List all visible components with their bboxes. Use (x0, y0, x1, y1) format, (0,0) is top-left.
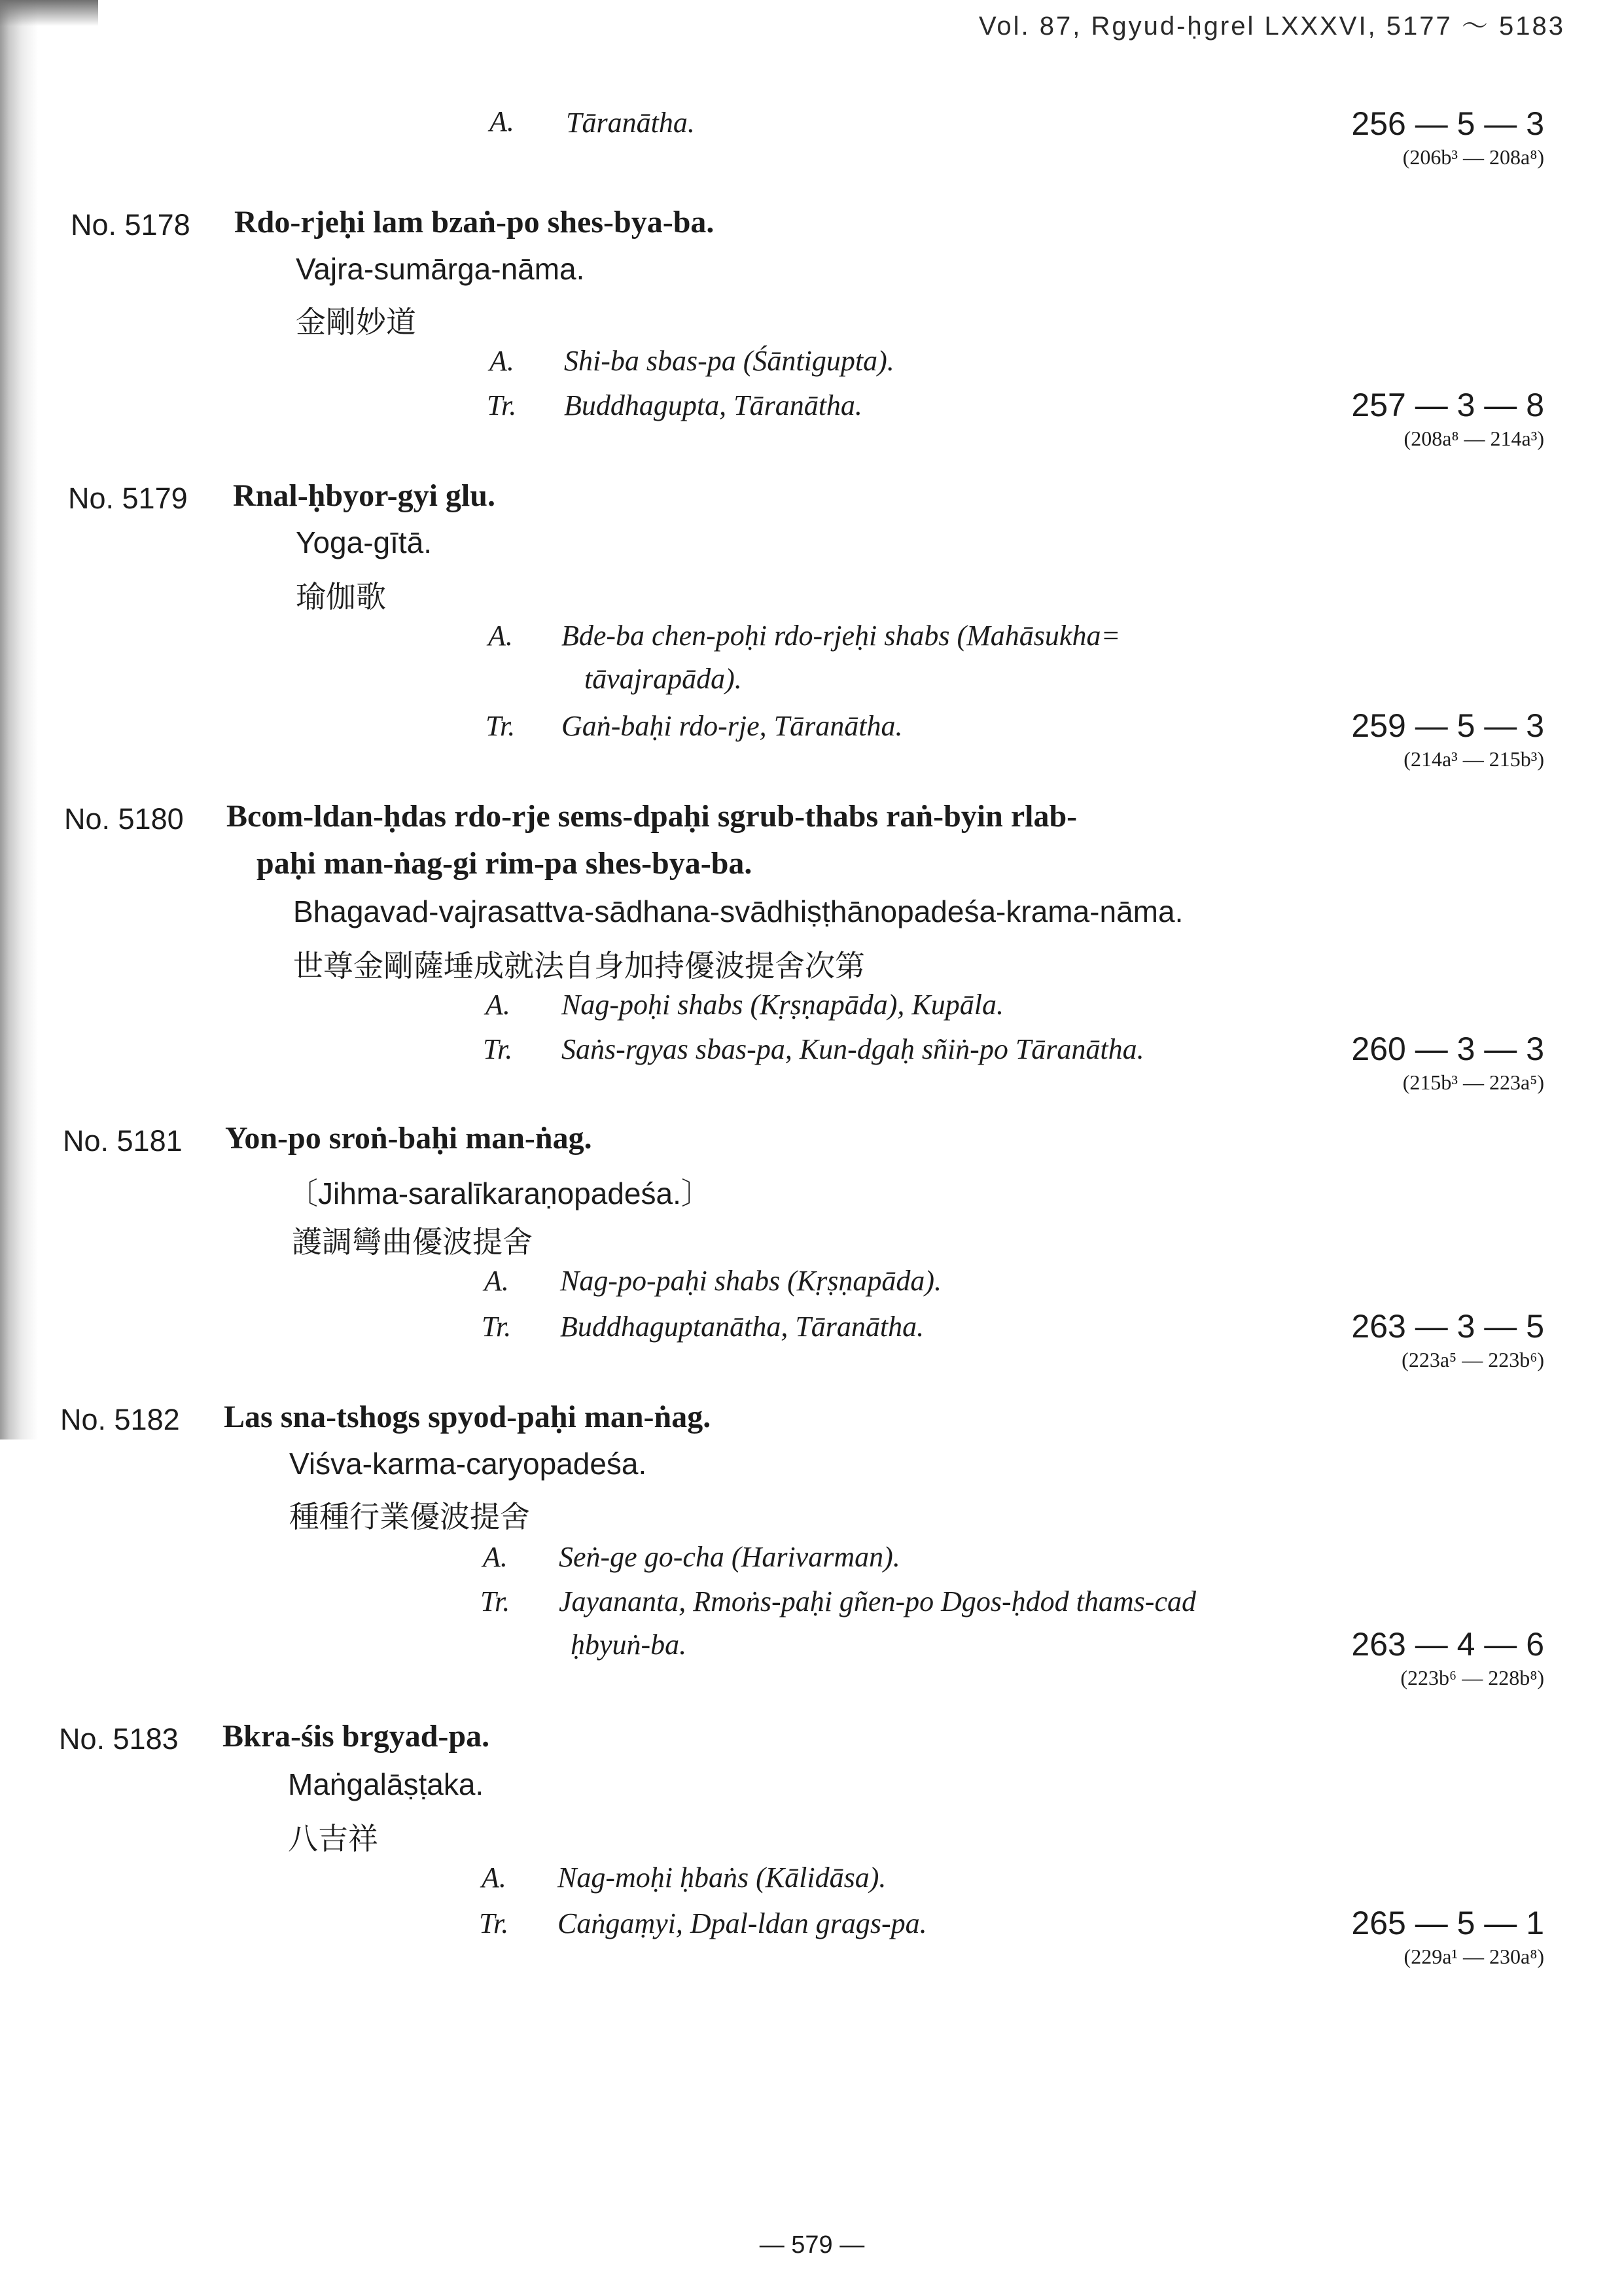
sanskrit-title: Viśva-karma-caryopadeśa. (289, 1447, 647, 1481)
location-ref: 259 — 5 — 3 (1351, 707, 1544, 744)
translator-name: Gaṅ-baḥi rdo-rje, Tāranātha. (561, 710, 903, 742)
author-tag: A. (485, 989, 510, 1021)
folio-range: (229a¹ — 230a⁸) (1403, 1945, 1544, 1968)
translator-name: Saṅs-rgyas sbas-pa, Kun-dgaḥ sñiṅ-po Tāranātha. (561, 1033, 1144, 1065)
entry-number: No. 5182 (60, 1403, 180, 1436)
author-tag: A. (484, 1265, 509, 1297)
author-tag: A. (482, 1862, 506, 1894)
translator-tag: Tr. (487, 389, 517, 421)
author-tag: A. (483, 1541, 508, 1573)
tibetan-title: Rdo-rjeḥi lam bzaṅ-po shes-bya-ba. (234, 205, 715, 239)
entry-number: No. 5181 (63, 1124, 183, 1157)
sanskrit-title: 〔Jihma-saralīkaraṇopadeśa.〕 (288, 1176, 711, 1210)
translator-tag: Tr. (482, 1311, 512, 1343)
page-edge-shadow (0, 0, 38, 1439)
author-tag: A. (488, 620, 513, 652)
author-name: Nag-moḥi ḥbaṅs (Kālidāsa). (557, 1862, 887, 1894)
folio-range: (208a⁸ — 214a³) (1403, 427, 1544, 450)
translator-name: Buddhagupta, Tāranātha. (564, 389, 862, 421)
author-name: Nag-poḥi shabs (Kṛṣṇapāda), Kupāla. (561, 989, 1004, 1021)
tibetan-title: Rnal-ḥbyor-gyi glu. (233, 478, 495, 513)
chinese-title: 瑜伽歌 (296, 579, 386, 614)
author-name: Nag-po-paḥi shabs (Kṛṣṇapāda). (560, 1265, 942, 1297)
tibetan-title: Bkra-śis brgyad-pa. (222, 1719, 490, 1754)
folio-range: (206b³ — 208a⁸) (1402, 145, 1544, 169)
translator-name-continued: ḥbyuṅ-ba. (571, 1629, 687, 1661)
entry-number: No. 5180 (64, 802, 184, 836)
entry-number: No. 5178 (71, 208, 190, 241)
translator-tag: Tr. (479, 1907, 509, 1939)
tibetan-title: Bcom-ldan-ḥdas rdo-rje sems-dpaḥi sgrub-thabs raṅ-byin rlab- (226, 799, 1078, 834)
chinese-title: 種種行業優波提舍 (289, 1499, 530, 1534)
chinese-title: 金剛妙道 (296, 304, 416, 340)
folio-range: (223a⁵ — 223b⁶) (1402, 1348, 1544, 1371)
folio-range: (215b³ — 223a⁵) (1402, 1070, 1544, 1094)
page-number: — 579 — (759, 2231, 865, 2259)
tibetan-title-continued: paḥi man-ṅag-gi rim-pa shes-bya-ba. (256, 846, 752, 881)
translator-tag: Tr. (480, 1585, 510, 1617)
translator-name: Buddhaguptanātha, Tāranātha. (560, 1311, 925, 1343)
location-ref: 260 — 3 — 3 (1351, 1031, 1544, 1067)
chinese-title: 護調彎曲優波提舍 (292, 1224, 533, 1260)
entry-number: No. 5183 (59, 1722, 179, 1756)
sanskrit-title: Vajra-sumārga-nāma. (296, 252, 585, 286)
location-ref: 265 — 5 — 1 (1351, 1905, 1544, 1941)
running-header: Vol. 87, Rgyud-ḥgrel LXXXVI, 5177 ～ 5183 (978, 12, 1565, 41)
page-corner-shadow (0, 0, 98, 26)
author-tag: A. (489, 345, 514, 377)
folio-range: (214a³ — 215b³) (1403, 747, 1544, 771)
author-name: Shi-ba sbas-pa (Śāntigupta). (564, 345, 894, 377)
translator-tag: Tr. (483, 1033, 513, 1065)
location-ref: 263 — 3 — 5 (1351, 1308, 1544, 1345)
sanskrit-title: Bhagavad-vajrasattva-sādhana-svādhiṣṭhānopadeśa-krama-nāma. (293, 894, 1184, 928)
author-name: Bde-ba chen-poḥi rdo-rjeḥi shabs (Mahāsukha= (561, 620, 1121, 652)
author-name: Seṅ-ge go-cha (Harivarman). (559, 1541, 900, 1573)
author-name-continued: tāvajrapāda). (584, 663, 742, 695)
location-ref: 257 — 3 — 8 (1351, 387, 1544, 423)
entry-number: No. 5179 (68, 482, 188, 515)
tibetan-title: Yon-po sroṅ-baḥi man-ṅag. (225, 1121, 592, 1156)
chinese-title: 世尊金剛薩埵成就法自身加持優波提舍次第 (293, 948, 865, 983)
translator-tag: Tr. (485, 710, 516, 742)
sanskrit-title: Yoga-gītā. (296, 525, 432, 559)
location-ref: 263 — 4 — 6 (1351, 1626, 1544, 1663)
sanskrit-title: Maṅgalāṣṭaka. (288, 1767, 484, 1801)
folio-range: (223b⁶ — 228b⁸) (1400, 1666, 1544, 1689)
translator-name: Jayananta, Rmoṅs-paḥi gñen-po Dgos-ḥdod thams-cad (559, 1585, 1196, 1617)
translator-name: Caṅgaṃyi, Dpal-ldan grags-pa. (557, 1907, 927, 1939)
location-ref: 256 — 5 — 3 (1351, 105, 1544, 142)
tibetan-title: Las sna-tshogs spyod-paḥi man-ṅag. (224, 1400, 711, 1434)
author-name: Tāranātha. (566, 107, 695, 139)
author-tag: A. (489, 105, 514, 137)
chinese-title: 八吉祥 (288, 1821, 378, 1856)
